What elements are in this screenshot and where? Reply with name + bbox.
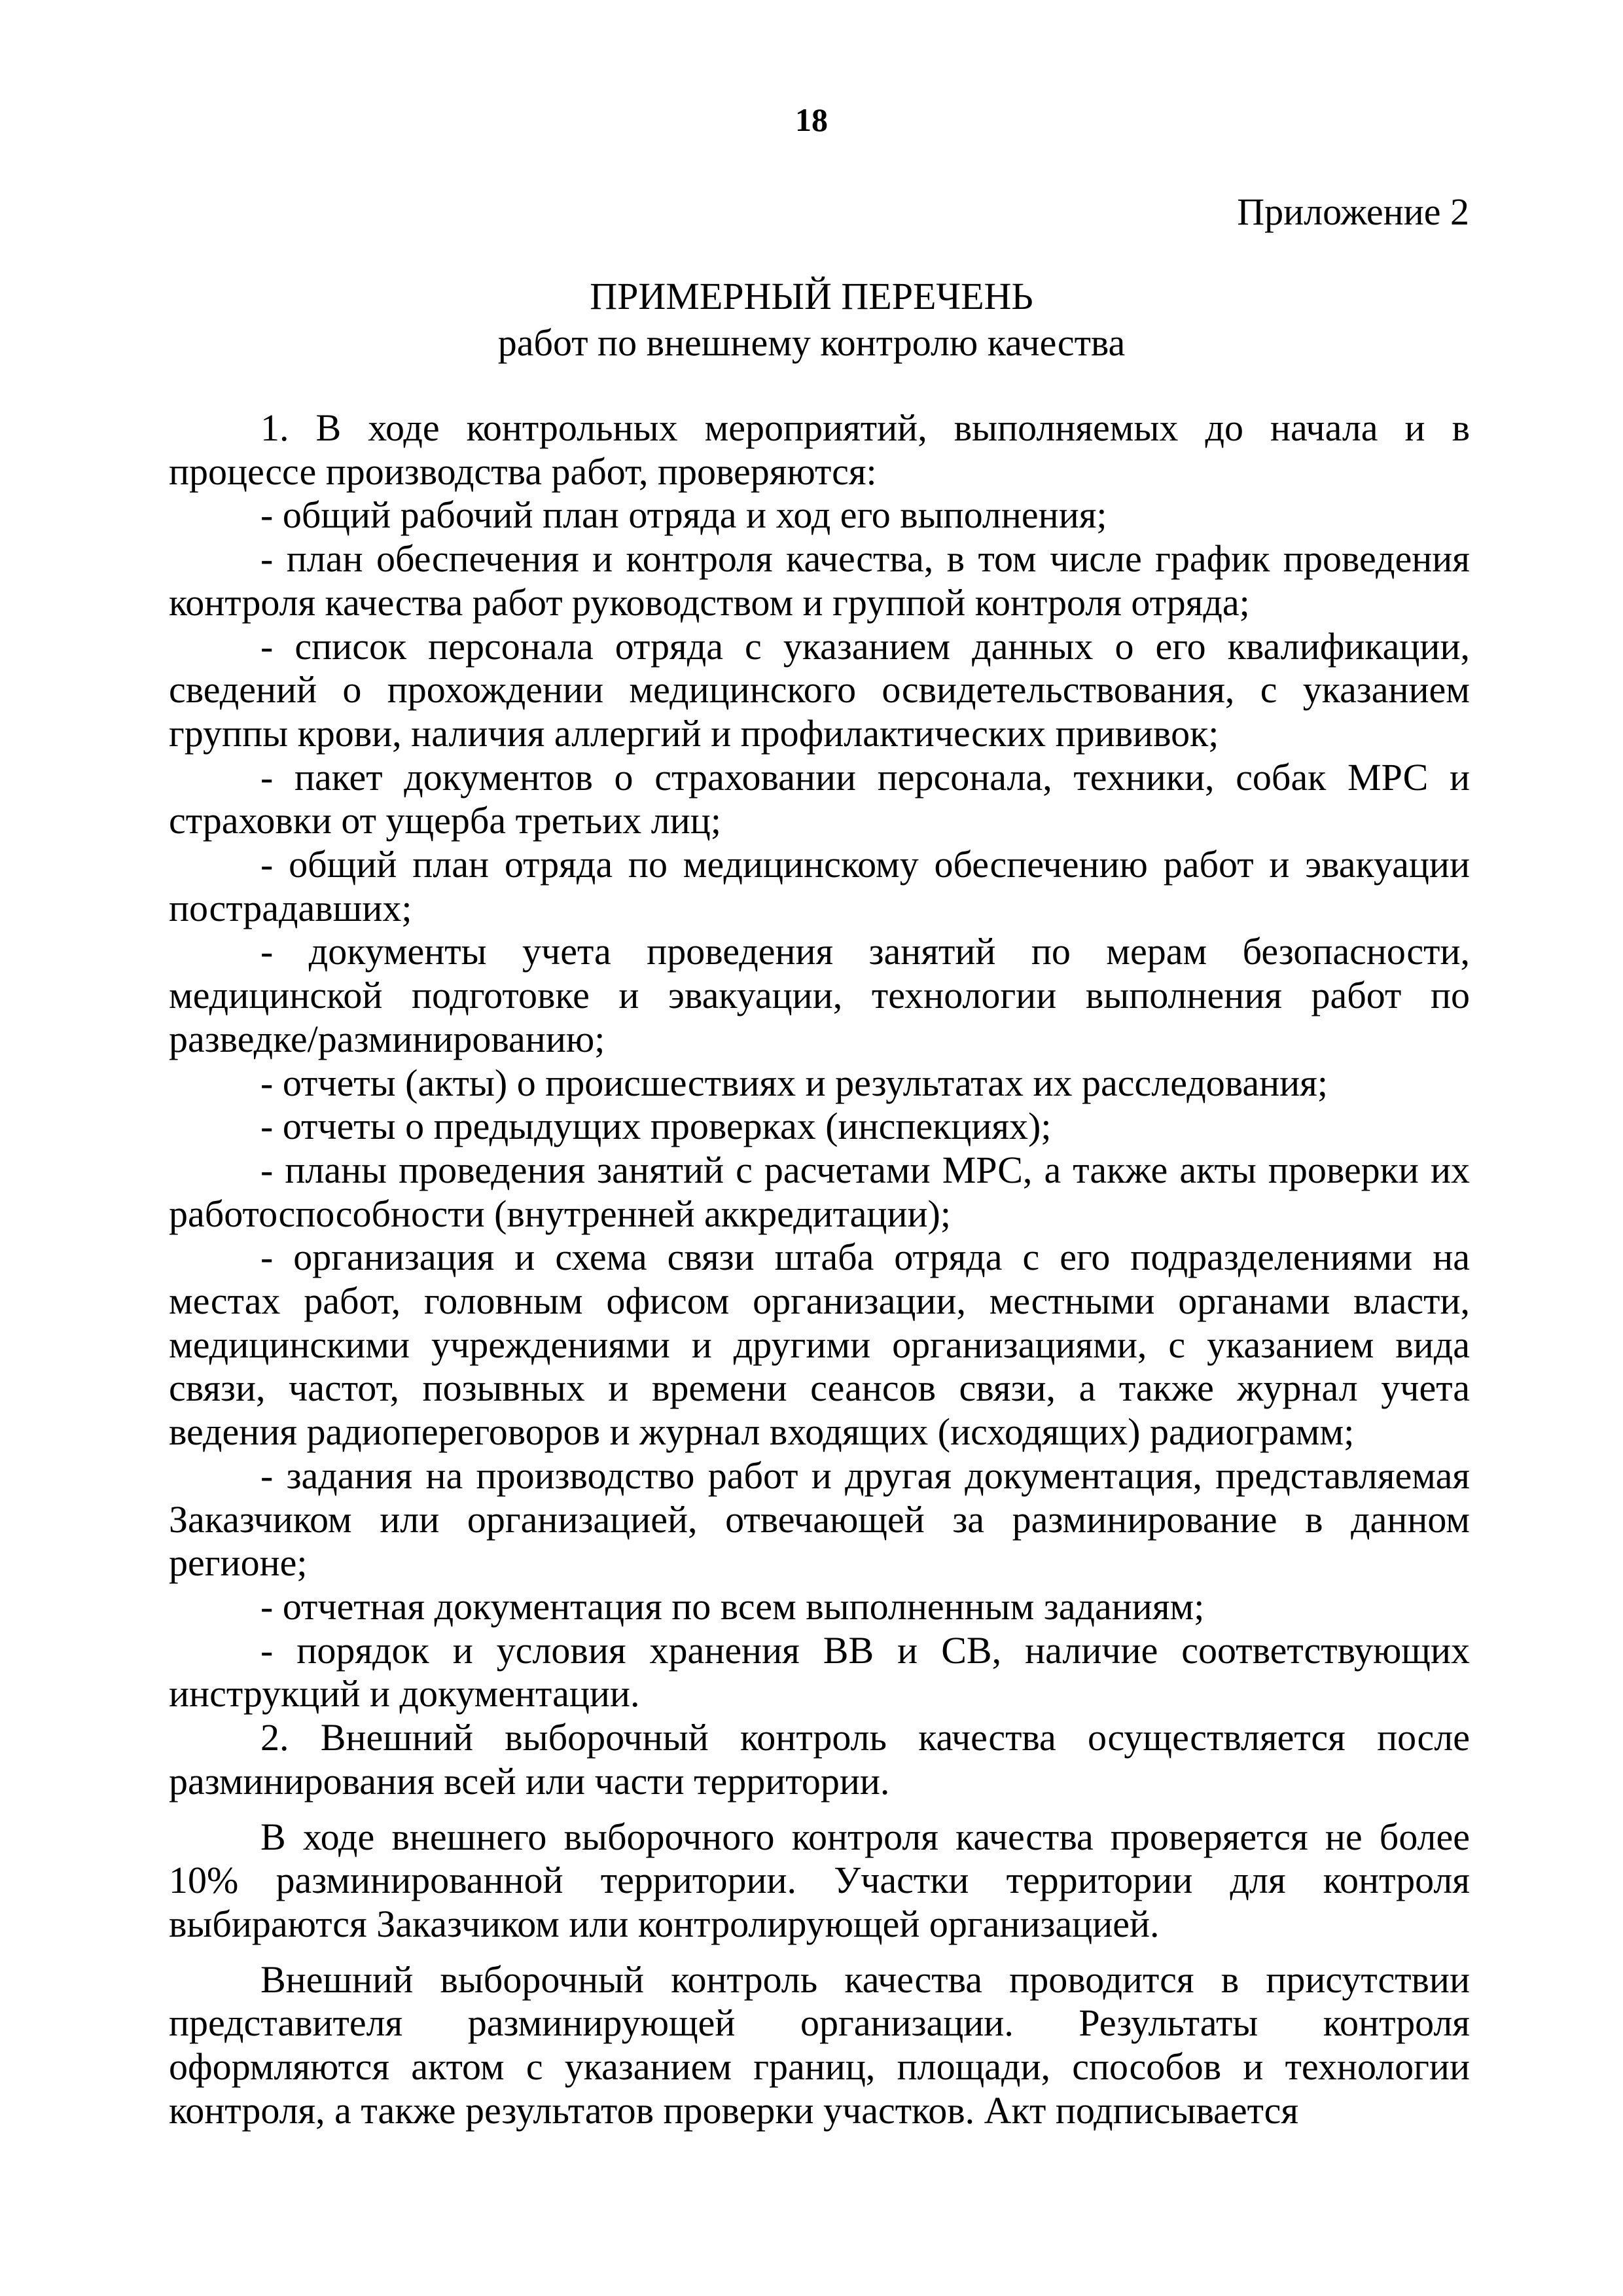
list-item-personnel-list: - список персонала отряда с указанием данных о его квалификации, сведений о прохождении медицинского освидетельствования, с указанием группы крови, наличия аллергий и профилактических прививок;: [169, 624, 1470, 755]
document-body: [169, 406, 1470, 2132]
list-item-work-plan: - общий рабочий план отряда и ход его выполнения;: [260, 493, 1107, 537]
paragraph-control-intro: 1. В ходе контрольных мероприятий, выполняемых до начала и в процессе производства работ, проверяются:: [169, 406, 1470, 493]
list-item-mds-training-plans: - планы проведения занятий с расчетами МРС, а также акты проверки их работоспособности (внутренней аккредитации);: [169, 1148, 1470, 1235]
paragraph-external-control: 2. Внешний выборочный контроль качества осуществляется после разминирования всей или части территории.: [169, 1716, 1470, 1803]
list-item-communication-scheme: - организация и схема связи штаба отряда с его подразделениями на местах работ, головным офисом организации, местными органами власти, медицинскими учреждениями и другими организациями, с указанием вида связи, частот, позывных и времени сеансов связи, а также журнал учета ведения радиопереговоров и журнал входящих (исходящих) радиограмм;: [169, 1236, 1470, 1454]
list-item-reporting-documentation: - отчетная документация по всем выполненным заданиям;: [260, 1585, 1205, 1628]
list-item-insurance-documents: - пакет документов о страховании персонала, техники, собак МРС и страховки от ущерба третьих лиц;: [169, 755, 1470, 842]
list-item-quality-plan: - план обеспечения и контроля качества, в том числе график проведения контроля качества работ руководством и группой контроля отряда;: [169, 537, 1470, 624]
paragraph-sampling-share: В ходе внешнего выборочного контроля качества проверяется не более 10% разминированной территории. Участки территории для контроля выбираются Заказчиком или контролирующей организацией.: [169, 1815, 1470, 1945]
document-title: ПРИМЕРНЫЙ ПЕРЕЧЕНЬ: [590, 275, 1033, 317]
list-item-incident-reports: - отчеты (акты) о происшествиях и результатах их расследования;: [260, 1061, 1328, 1104]
list-item-inspection-reports: - отчеты о предыдущих проверках (инспекциях);: [260, 1105, 1052, 1148]
list-item-work-assignments: - задания на производство работ и другая документация, представляемая Заказчиком или организацией, отвечающей за разминирование в данном регионе;: [169, 1454, 1470, 1585]
list-item-explosives-storage: - порядок и условия хранения ВВ и СВ, наличие соответствующих инструкций и документации.: [169, 1628, 1470, 1715]
appendix-label: Приложение 2: [1237, 190, 1469, 233]
list-item-training-records: - документы учета проведения занятий по мерам безопасности, медицинской подготовке и эвакуации, технологии выполнения работ по разведке/разминированию;: [169, 930, 1470, 1060]
document-subtitle: работ по внешнему контролю качества: [497, 321, 1126, 364]
list-item-medical-plan: - общий план отряда по медицинскому обеспечению работ и эвакуации пострадавших;: [169, 843, 1470, 929]
paragraph-control-act: Внешний выборочный контроль качества проводится в присутствии представителя разминирующей организации. Результаты контроля оформляются актом с указанием границ, площади, способов и технологии контроля, а также результатов проверки участков. Акт подписывается: [169, 1958, 1470, 2132]
page-number: 18: [795, 101, 828, 138]
